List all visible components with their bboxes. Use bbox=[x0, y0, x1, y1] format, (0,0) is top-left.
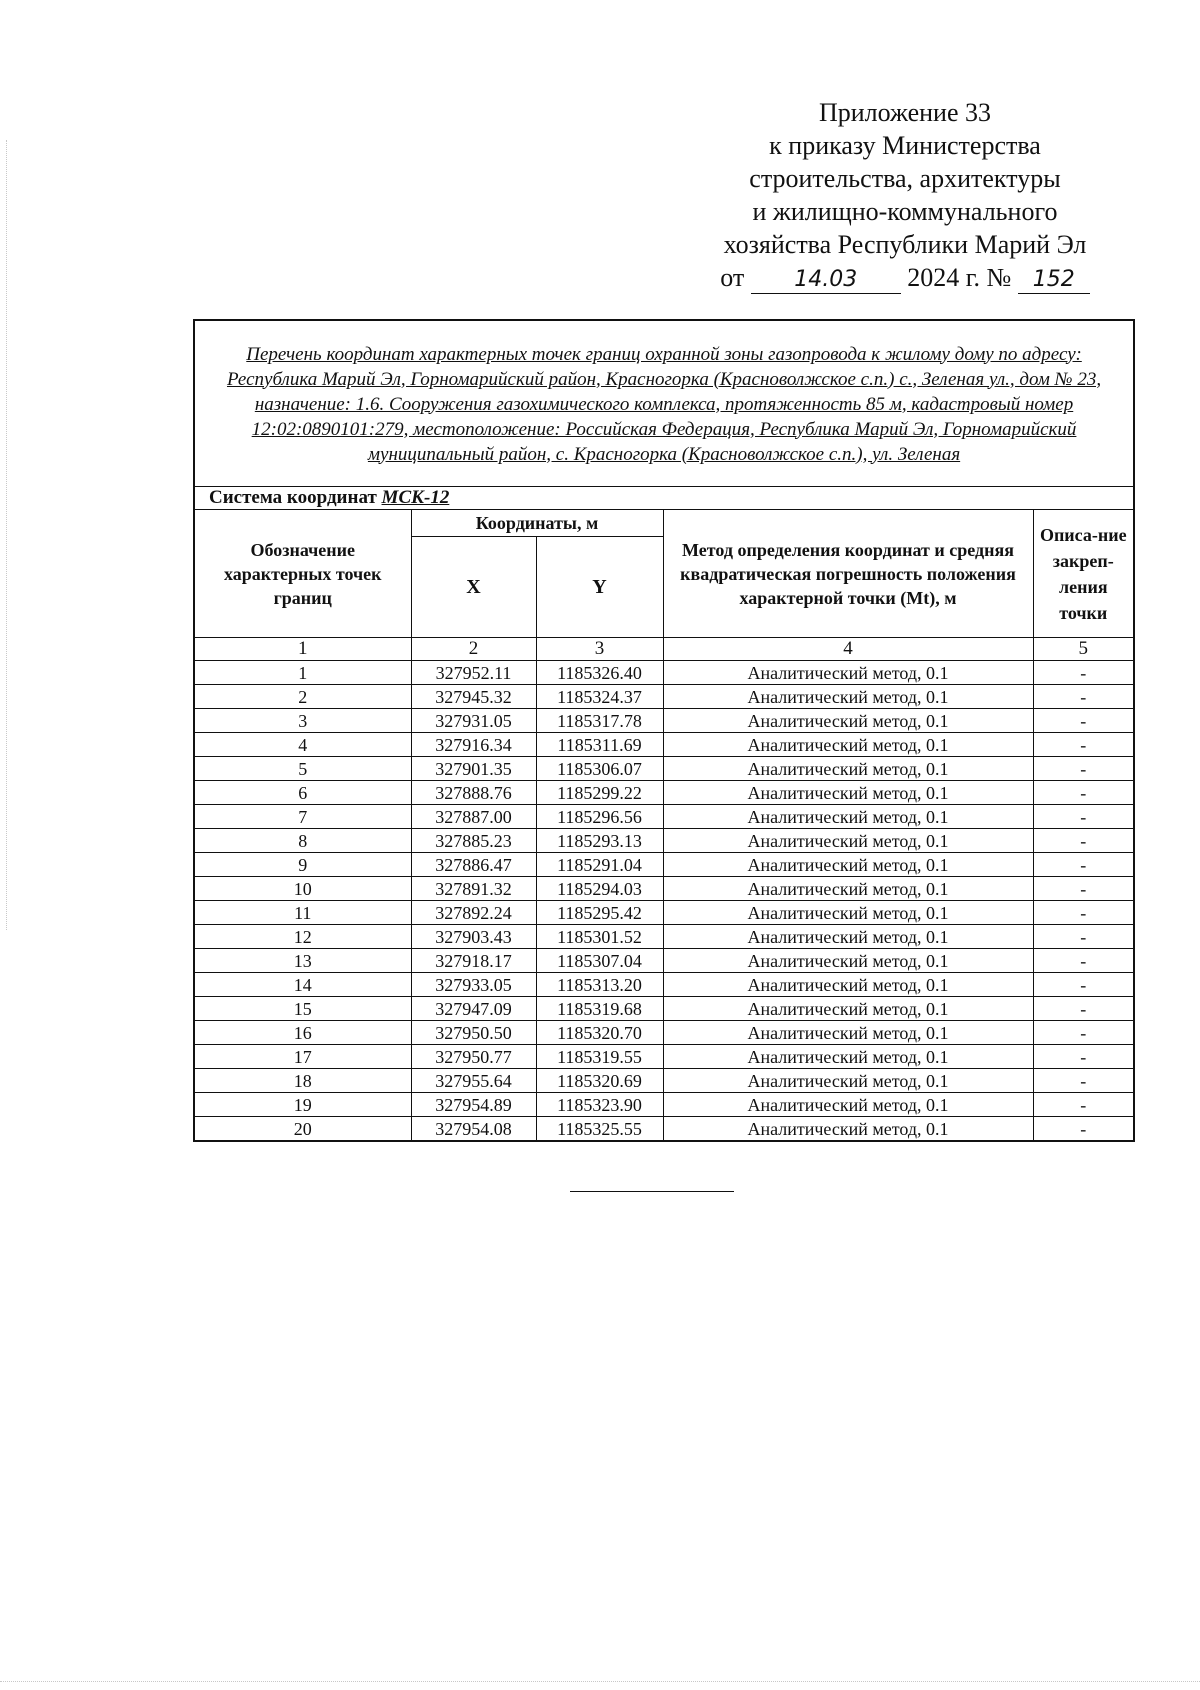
method-cell: Аналитический метод, 0.1 bbox=[663, 781, 1033, 805]
table-caption: Перечень координат характерных точек границ охранной зоны газопровода к жилому дому по адресу: Республика Марий Эл, Горномарийский район, Красногорка (Красноволжское с.п.) с., Зеленая ул., дом № 23, назначение: 1.6. Сооружения газохимического комплекса, протяженность 85 м, кадастровый номер 12:02:0890101:279, местоположение: Российская Федерация, Республика Марий Эл, Горномарийский муниципальный район, с. Красногорка (Красноволжское с.п.), ул. Зеленая bbox=[194, 320, 1134, 487]
coord-y: 1185319.68 bbox=[536, 997, 663, 1021]
point-number: 1 bbox=[194, 661, 411, 685]
description-cell: - bbox=[1033, 781, 1134, 805]
table-row bbox=[194, 925, 1134, 949]
coord-y: 1185324.37 bbox=[536, 685, 663, 709]
coord-x: 327955.64 bbox=[411, 1069, 536, 1093]
point-number: 19 bbox=[194, 1093, 411, 1117]
appendix-header bbox=[680, 96, 1130, 294]
header-x: X bbox=[411, 537, 536, 638]
description-cell: - bbox=[1033, 757, 1134, 781]
coord-x: 327903.43 bbox=[411, 925, 536, 949]
method-cell: Аналитический метод, 0.1 bbox=[663, 853, 1033, 877]
column-number: 3 bbox=[536, 638, 663, 661]
coord-x: 327892.24 bbox=[411, 901, 536, 925]
appendix-line: и жилищно-коммунального bbox=[752, 197, 1058, 226]
coord-y: 1185294.03 bbox=[536, 877, 663, 901]
table-row bbox=[194, 757, 1134, 781]
method-cell: Аналитический метод, 0.1 bbox=[663, 1093, 1033, 1117]
point-number: 10 bbox=[194, 877, 411, 901]
coord-y: 1185306.07 bbox=[536, 757, 663, 781]
appendix-line: строительства, архитектуры bbox=[749, 164, 1061, 193]
description-cell: - bbox=[1033, 925, 1134, 949]
coord-x: 327931.05 bbox=[411, 709, 536, 733]
point-number: 14 bbox=[194, 973, 411, 997]
coord-y: 1185320.70 bbox=[536, 1021, 663, 1045]
description-cell: - bbox=[1033, 733, 1134, 757]
coord-y: 1185291.04 bbox=[536, 853, 663, 877]
method-cell: Аналитический метод, 0.1 bbox=[663, 949, 1033, 973]
coord-x: 327933.05 bbox=[411, 973, 536, 997]
order-date-handwritten: 14.03 bbox=[751, 267, 901, 294]
coord-x: 327947.09 bbox=[411, 997, 536, 1021]
method-cell: Аналитический метод, 0.1 bbox=[663, 973, 1033, 997]
table-row bbox=[194, 1069, 1134, 1093]
method-cell: Аналитический метод, 0.1 bbox=[663, 877, 1033, 901]
coordinate-system-label: Система координат bbox=[209, 487, 377, 508]
coord-x: 327885.23 bbox=[411, 829, 536, 853]
column-number: 2 bbox=[411, 638, 536, 661]
appendix-line: хозяйства Республики Марий Эл bbox=[723, 230, 1087, 259]
point-number: 15 bbox=[194, 997, 411, 1021]
method-cell: Аналитический метод, 0.1 bbox=[663, 925, 1033, 949]
table-row bbox=[194, 709, 1134, 733]
coord-x: 327950.77 bbox=[411, 1045, 536, 1069]
method-cell: Аналитический метод, 0.1 bbox=[663, 757, 1033, 781]
description-cell: - bbox=[1033, 661, 1134, 685]
coord-x: 327945.32 bbox=[411, 685, 536, 709]
appendix-line: к приказу Министерства bbox=[769, 131, 1041, 160]
method-cell: Аналитический метод, 0.1 bbox=[663, 1021, 1033, 1045]
table-row bbox=[194, 805, 1134, 829]
description-cell: - bbox=[1033, 1021, 1134, 1045]
coord-x: 327918.17 bbox=[411, 949, 536, 973]
point-number: 5 bbox=[194, 757, 411, 781]
table-row bbox=[194, 1117, 1134, 1142]
coord-y: 1185311.69 bbox=[536, 733, 663, 757]
coord-x: 327954.08 bbox=[411, 1117, 536, 1142]
point-number: 18 bbox=[194, 1069, 411, 1093]
description-cell: - bbox=[1033, 877, 1134, 901]
coordinate-system-value: МСК-12 bbox=[381, 487, 450, 508]
coordinates-table bbox=[193, 319, 1135, 1142]
scan-edge-left bbox=[6, 140, 7, 930]
coord-x: 327916.34 bbox=[411, 733, 536, 757]
table-row bbox=[194, 853, 1134, 877]
coord-y: 1185296.56 bbox=[536, 805, 663, 829]
coord-x: 327950.50 bbox=[411, 1021, 536, 1045]
table-row bbox=[194, 997, 1134, 1021]
point-number: 4 bbox=[194, 733, 411, 757]
table-row bbox=[194, 685, 1134, 709]
description-cell: - bbox=[1033, 1117, 1134, 1142]
method-cell: Аналитический метод, 0.1 bbox=[663, 661, 1033, 685]
point-number: 7 bbox=[194, 805, 411, 829]
scan-edge-bottom bbox=[0, 1681, 1200, 1682]
coord-x: 327954.89 bbox=[411, 1093, 536, 1117]
description-cell: - bbox=[1033, 973, 1134, 997]
table-row bbox=[194, 973, 1134, 997]
coord-y: 1185325.55 bbox=[536, 1117, 663, 1142]
description-cell: - bbox=[1033, 949, 1134, 973]
point-number: 3 bbox=[194, 709, 411, 733]
coord-y: 1185301.52 bbox=[536, 925, 663, 949]
method-cell: Аналитический метод, 0.1 bbox=[663, 1117, 1033, 1142]
table-row bbox=[194, 901, 1134, 925]
description-cell: - bbox=[1033, 829, 1134, 853]
point-number: 8 bbox=[194, 829, 411, 853]
table-row bbox=[194, 1045, 1134, 1069]
table-row bbox=[194, 661, 1134, 685]
coord-y: 1185299.22 bbox=[536, 781, 663, 805]
coord-y: 1185307.04 bbox=[536, 949, 663, 973]
description-cell: - bbox=[1033, 685, 1134, 709]
table-row bbox=[194, 829, 1134, 853]
method-cell: Аналитический метод, 0.1 bbox=[663, 997, 1033, 1021]
coord-x: 327952.11 bbox=[411, 661, 536, 685]
method-cell: Аналитический метод, 0.1 bbox=[663, 733, 1033, 757]
table-row bbox=[194, 733, 1134, 757]
point-number: 13 bbox=[194, 949, 411, 973]
coord-y: 1185313.20 bbox=[536, 973, 663, 997]
method-cell: Аналитический метод, 0.1 bbox=[663, 1069, 1033, 1093]
method-cell: Аналитический метод, 0.1 bbox=[663, 1045, 1033, 1069]
method-cell: Аналитический метод, 0.1 bbox=[663, 901, 1033, 925]
table-row bbox=[194, 781, 1134, 805]
appendix-line: Приложение 33 bbox=[818, 98, 992, 127]
description-cell: - bbox=[1033, 1045, 1134, 1069]
coord-y: 1185326.40 bbox=[536, 661, 663, 685]
method-cell: Аналитический метод, 0.1 bbox=[663, 709, 1033, 733]
order-year-text: 2024 г. № bbox=[907, 263, 1012, 292]
coord-x: 327886.47 bbox=[411, 853, 536, 877]
description-cell: - bbox=[1033, 805, 1134, 829]
header-y: Y bbox=[536, 537, 663, 638]
table-row bbox=[194, 1021, 1134, 1045]
coord-x: 327888.76 bbox=[411, 781, 536, 805]
description-cell: - bbox=[1033, 853, 1134, 877]
column-number: 4 bbox=[663, 638, 1033, 661]
point-number: 6 bbox=[194, 781, 411, 805]
coord-x: 327891.32 bbox=[411, 877, 536, 901]
point-number: 11 bbox=[194, 901, 411, 925]
coord-x: 327901.35 bbox=[411, 757, 536, 781]
header-description: Описа-ние закреп-ления точки bbox=[1033, 510, 1134, 638]
method-cell: Аналитический метод, 0.1 bbox=[663, 685, 1033, 709]
order-number-handwritten: 152 bbox=[1018, 267, 1090, 294]
order-date-line bbox=[680, 261, 1130, 294]
point-number: 9 bbox=[194, 853, 411, 877]
coord-y: 1185320.69 bbox=[536, 1069, 663, 1093]
date-prefix: от bbox=[720, 263, 745, 292]
coordinate-system-row bbox=[194, 487, 1134, 510]
description-cell: - bbox=[1033, 1069, 1134, 1093]
point-number: 17 bbox=[194, 1045, 411, 1069]
coord-x: 327887.00 bbox=[411, 805, 536, 829]
column-number: 1 bbox=[194, 638, 411, 661]
point-number: 12 bbox=[194, 925, 411, 949]
description-cell: - bbox=[1033, 709, 1134, 733]
description-cell: - bbox=[1033, 901, 1134, 925]
coord-y: 1185295.42 bbox=[536, 901, 663, 925]
method-cell: Аналитический метод, 0.1 bbox=[663, 805, 1033, 829]
point-number: 2 bbox=[194, 685, 411, 709]
table-row bbox=[194, 949, 1134, 973]
header-point: Обозначение характерных точек границ bbox=[194, 510, 411, 638]
table-row bbox=[194, 877, 1134, 901]
table-row bbox=[194, 1093, 1134, 1117]
point-number: 20 bbox=[194, 1117, 411, 1142]
header-coordinates: Координаты, м bbox=[411, 510, 663, 537]
coord-y: 1185317.78 bbox=[536, 709, 663, 733]
description-cell: - bbox=[1033, 997, 1134, 1021]
header-method: Метод определения координат и средняя квадратическая погрешность положения характерной точки (Mt), м bbox=[663, 510, 1033, 638]
coord-y: 1185323.90 bbox=[536, 1093, 663, 1117]
method-cell: Аналитический метод, 0.1 bbox=[663, 829, 1033, 853]
column-numbers-row bbox=[194, 638, 1134, 661]
description-cell: - bbox=[1033, 1093, 1134, 1117]
coord-y: 1185319.55 bbox=[536, 1045, 663, 1069]
point-number: 16 bbox=[194, 1021, 411, 1045]
column-number: 5 bbox=[1033, 638, 1134, 661]
coord-y: 1185293.13 bbox=[536, 829, 663, 853]
end-rule bbox=[570, 1191, 734, 1192]
